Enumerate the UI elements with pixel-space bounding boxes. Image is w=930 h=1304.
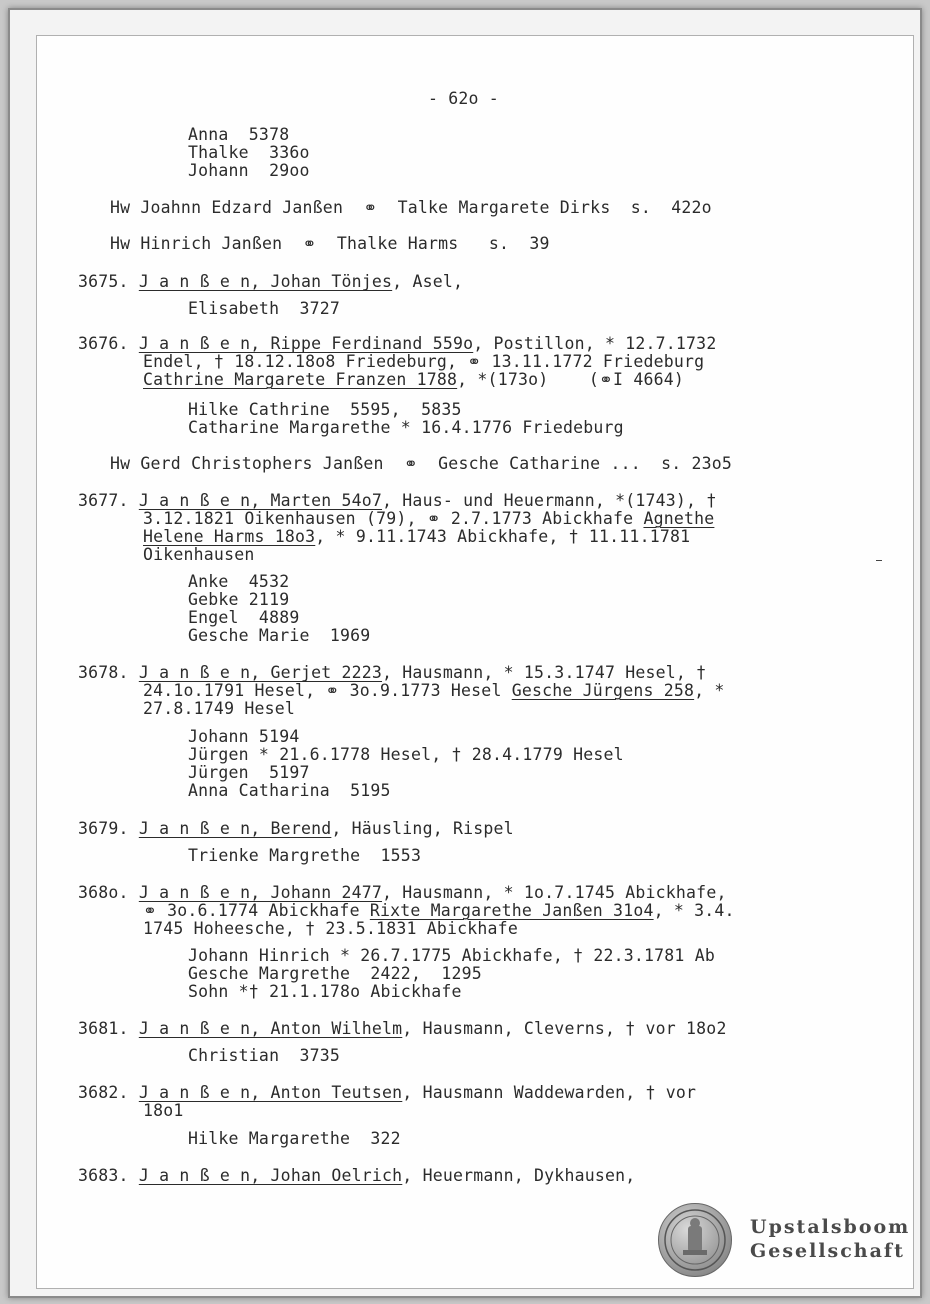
child-line: Elisabeth 3727 [188,299,341,318]
entry-details: , Häusling, Rispel [331,819,514,838]
entry-details: , * 3.4. [653,901,735,920]
logo-line-2: Gesellschaft [750,1240,905,1262]
entry-details: 1745 Hoheesche, † 23.5.1831 Abickhafe [143,919,518,938]
entry-number: 3681. [78,1019,129,1038]
entry-name: J a n ß e n, Berend [138,819,332,838]
entry-name: J a n ß e n, Anton Wilhelm [138,1019,403,1038]
entry-name: J a n ß e n, Rippe Ferdinand 559o [138,334,474,353]
entry-details: , Postillon, * 12.7.1732 [473,334,717,353]
margin-mark [876,560,882,561]
child-line: Catharine Margarethe * 16.4.1776 Friedeburg [188,418,624,437]
entry-number: 3679. [78,819,129,838]
entry-details: , * 9.11.1743 Abickhafe, † 11.11.1781 [315,527,691,546]
entry-details: Endel, † 18.12.18o8 Friedeburg, ⚭ 13.11.1772 Friedeburg [143,352,705,371]
entry-details [143,371,684,389]
entry-details [143,528,690,546]
entry-details: , Hausmann, Cleverns, † vor 18o2 [402,1019,727,1038]
child-line: Anke 4532 [188,572,290,591]
entry-3680 [78,884,727,902]
entry-name: J a n ß e n, Anton Teutsen [138,1083,403,1102]
spouse-name: Agnethe [643,509,715,528]
child-line: Thalke 336o [188,143,310,162]
child-line: Sohn *† 21.1.178o Abickhafe [188,982,462,1001]
spouse-name: Helene Harms 18o3 [143,527,316,546]
entry-details: , Hausmann, * 15.3.1747 Hesel, † [382,663,707,682]
child-line: Johann 29oo [188,161,310,180]
entry-details: ⚭ 3o.6.1774 Abickhafe [143,901,370,920]
entry-name: J a n ß e n, Johan Oelrich [138,1166,403,1185]
entry-3676 [78,335,716,353]
entry-number: 3678. [78,663,129,682]
entry-details: 27.8.1749 Hesel [143,699,296,718]
child-line: Jürgen * 21.6.1778 Hesel, † 28.4.1779 Hesel [188,745,624,764]
entry-3678 [78,664,706,682]
logo-text [750,1215,910,1263]
child-line: Jürgen 5197 [188,763,310,782]
entry-number: 3676. [78,334,129,353]
child-line: Gebke 2119 [188,590,290,609]
entry-3675 [78,273,463,291]
child-line: Anna Catharina 5195 [188,781,391,800]
child-line: Engel 4889 [188,608,300,627]
seal-icon [658,1203,732,1277]
entry-number: 3682. [78,1083,129,1102]
hw-line: Hw Gerd Christophers Janßen ⚭ Gesche Catharine ... s. 23o5 [110,454,733,473]
child-line: Gesche Marie 1969 [188,626,371,645]
entry-name: J a n ß e n, Gerjet 2223 [138,663,383,682]
entry-number: 3677. [78,491,129,510]
child-line: Trienke Margrethe 1553 [188,846,422,865]
entry-name: J a n ß e n, Johan Tönjes [138,272,393,291]
spouse-name: Cathrine Margarete Franzen 1788 [143,370,458,389]
entry-details [143,902,735,920]
child-line: Hilke Cathrine 5595, 5835 [188,400,462,419]
hw-line: Hw Hinrich Janßen ⚭ Thalke Harms s. 39 [110,234,550,253]
spouse-name: Gesche Jürgens 258 [511,681,695,700]
entry-3681 [78,1020,727,1038]
entry-details: Oikenhausen [143,545,255,564]
hw-line: Hw Joahnn Edzard Janßen ⚭ Talke Margarete Dirks s. 422o [110,198,712,217]
spouse-name: Rixte Margarethe Janßen 31o4 [369,901,654,920]
child-line: Gesche Margrethe 2422, 1295 [188,964,482,983]
entry-details: 3.12.1821 Oikenhausen (79), ⚭ 2.7.1773 Abickhafe [143,509,644,528]
entry-name: J a n ß e n, Marten 54o7 [138,491,383,510]
entry-number: 3683. [78,1166,129,1185]
entry-details [143,682,725,700]
entry-3677 [78,492,716,510]
entry-name: J a n ß e n, Johann 2477 [138,883,383,902]
entry-details: , Hausmann, * 1o.7.1745 Abickhafe, [382,883,727,902]
logo-line-1: Upstalsboom [750,1216,911,1238]
entry-3682 [78,1084,696,1102]
child-line: Johann 5194 [188,727,300,746]
entry-number: 3675. [78,272,129,291]
entry-details: , * [694,681,725,700]
entry-details [143,510,714,528]
entry-details: , Heuermann, Dykhausen, [402,1166,636,1185]
entry-details: , *(173o) (⚭I 4664) [457,370,684,389]
society-logo [658,1203,911,1275]
entry-details: , Asel, [392,272,464,291]
entry-details: 18o1 [143,1101,184,1120]
entry-number: 368o. [78,883,129,902]
page-number: - 62o - [428,89,499,108]
entry-details: , Haus- und Heuermann, *(1743), † [382,491,717,510]
entry-details: , Hausmann Waddewarden, † vor [402,1083,697,1102]
child-line: Christian 3735 [188,1046,341,1065]
entry-3679 [78,820,514,838]
child-line: Johann Hinrich * 26.7.1775 Abickhafe, † 22.3.1781 Ab [188,946,715,965]
entry-3683 [78,1167,635,1185]
entry-details: 24.1o.1791 Hesel, ⚭ 3o.9.1773 Hesel [143,681,512,700]
child-line: Hilke Margarethe 322 [188,1129,401,1148]
child-line: Anna 5378 [188,125,290,144]
